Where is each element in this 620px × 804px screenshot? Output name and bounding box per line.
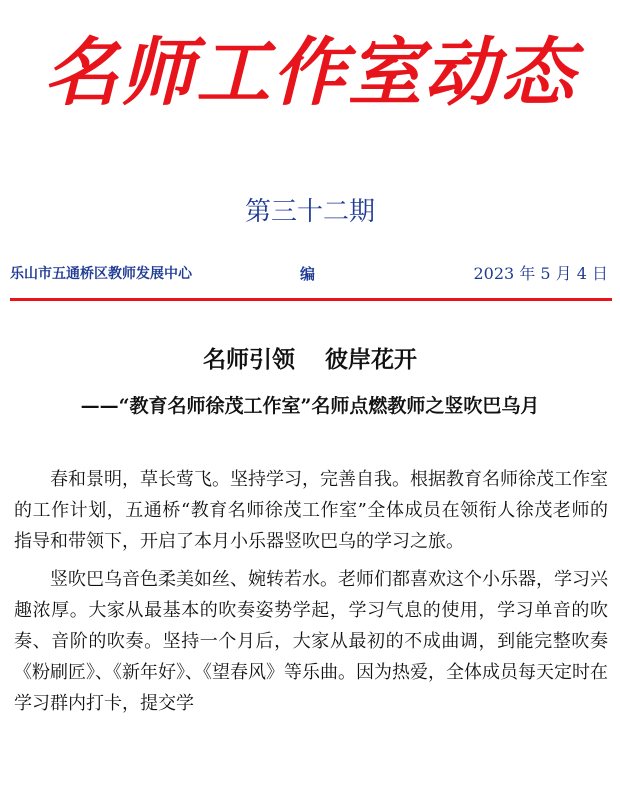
- article-title-part2: 彼岸花开: [325, 346, 417, 373]
- publisher-org: 乐山市五通桥区教师发展中心: [10, 266, 192, 282]
- publish-date: 2023 年 5 月 4 日: [473, 264, 608, 283]
- article-title-part1: 名师引领: [203, 346, 295, 373]
- publication-meta: [10, 262, 610, 286]
- paragraph: 竖吹巴乌音色柔美如丝、婉转若水。老师们都喜欢这个小乐器，学习兴趣浓厚。大家从最基本的吹奏姿势学起，学习气息的使用，学习单音的吹奏、音阶的吹奏。坚持一个月后，大家从最初的不成曲调，到能完整吹奏《粉刷匠》、《新年好》、《望春风》等乐曲。因为热爱，全体成员每天定时在学习群内打卡，提交学: [14, 569, 608, 714]
- header-divider: [10, 298, 612, 301]
- editor-mark: 编: [300, 265, 316, 283]
- issue-number: 第三十二期: [244, 197, 375, 227]
- newsletter-masthead: 名师工作室动态: [44, 30, 576, 116]
- article-subtitle: ——“教育名师徐茂工作室”名师点燃教师之竖吹巴乌月: [80, 395, 540, 417]
- paragraph: 春和景明，草长莺飞。坚持学习，完善自我。根据教育名师徐茂工作室的工作计划，五通桥“教育名师徐茂工作室”全体成员在领衔人徐茂老师的指导和带领下，开启了本月小乐器竖吹巴乌的学习之旅。: [14, 469, 608, 552]
- article-body: [14, 464, 608, 726]
- article-title: [0, 342, 620, 378]
